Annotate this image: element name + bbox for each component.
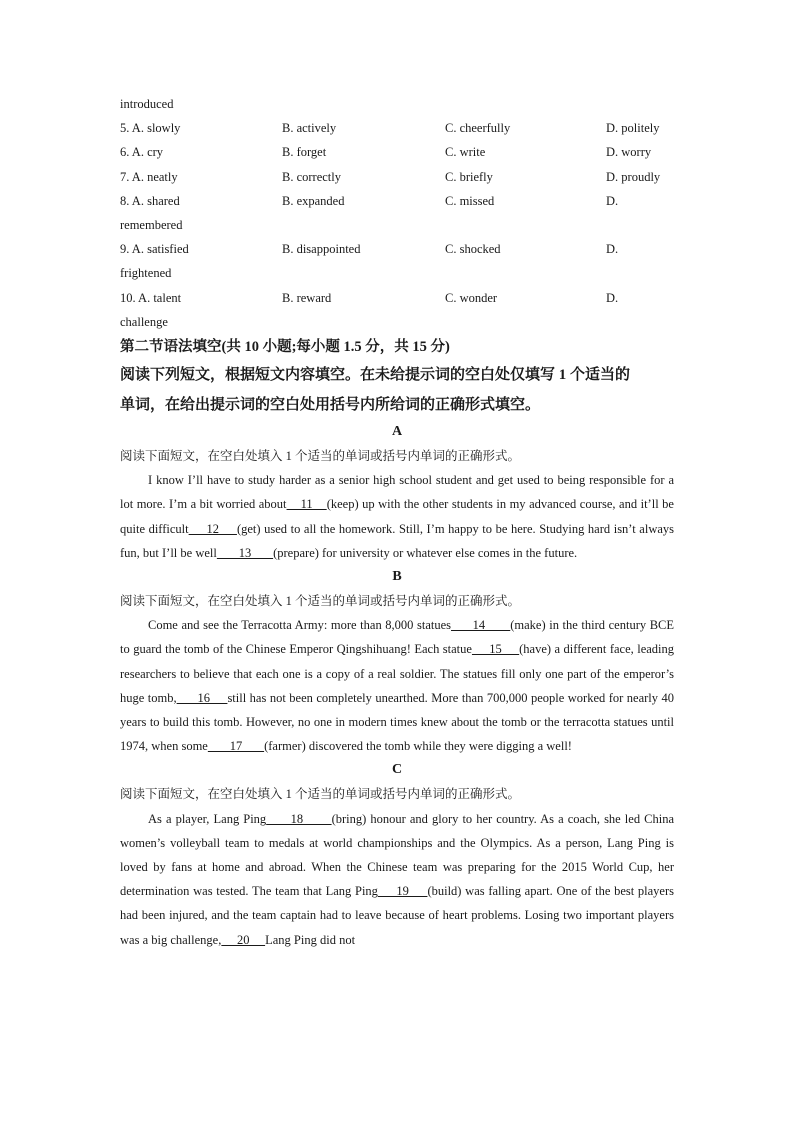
option-a: 5. A. slowly: [120, 121, 181, 136]
blank-13: 13: [216, 545, 274, 560]
option-a: 7. A. neatly: [120, 169, 178, 184]
option-b: B. disappointed: [282, 242, 361, 257]
option-c: C. cheerfully: [445, 121, 511, 136]
option-b: B. correctly: [282, 169, 342, 184]
option-wrap-introduced: introduced: [120, 97, 174, 111]
option-c: C. briefly: [445, 169, 493, 184]
option-row-5: [120, 116, 674, 140]
option-a: 9. A. satisfied: [120, 242, 189, 257]
passage-b-text: Come and see the Terracotta Army: more than 8,000 statues 14 (make) in the third century BCE to guard the tomb of the Chinese Emperor Qingshihuang! Each statue 15 (have) a different face, leading researchers to believe that each one is a copy of a real soldier. The statues fill only one part of the emperor’s huge tomb, 16 still has not been completely unearthed. More than 700,000 people worked for nearly 40 years to build this tomb. However, no one in modern times knew about the tomb or the terracotta statues until 1974, when some 17 (farmer) discovered the tomb while they were digging a well!: [120, 618, 675, 754]
blank-15: 15: [471, 642, 520, 657]
passage-c-text: As a player, Lang Ping 18 (bring) honour and glory to her country. As a coach, she led China women’s volleyball team to medals at world championships and the Olympics. As a person, Lang Ping is loved by fans at home and abroad. When the Chinese team was preparing for the 2015 World Cup, her determination was tested. The team that Lang Ping 19 (build) was falling apart. One of the best players had been injured, and the team captain had to leave because of heart problems. Losing two important players was a big challenge, 20 Lang Ping did not: [120, 811, 675, 947]
option-d: D.: [606, 242, 619, 257]
option-row-10: [120, 286, 674, 310]
blank-11: 11: [286, 497, 327, 512]
option-row-7: [120, 165, 674, 189]
blank-16: 16: [176, 690, 228, 705]
blank-19: 19: [377, 884, 428, 899]
option-b: B. reward: [282, 290, 332, 305]
blank-20: 20: [221, 932, 266, 947]
option-wrap: challenge: [120, 314, 168, 329]
option-d: D.: [606, 290, 619, 305]
passage-a-text: I know I’ll have to study harder as a senior high school student and get used to being responsible for a lot more. I’m a bit worried about 11 (keep) up with the other students in my advanced course, and it’ll be quite difficult 12 (get) used to all the homework. Still, I’m happy to be here. Studying hard isn’t always fun, but I’ll be well 13 (prepare) for university or whatever else comes in the future.: [120, 473, 675, 560]
option-c: C. wonder: [445, 290, 498, 305]
option-c: C. shocked: [445, 242, 501, 257]
option-a: 8. A. shared: [120, 193, 180, 208]
section-instruction: 阅读下列短文，根据短文内容填空。在未给提示词的空白处仅填写 1 个适当的: [120, 366, 631, 383]
option-row-8: [120, 189, 674, 213]
option-d: D. politely: [606, 121, 660, 136]
option-d: D. proudly: [606, 169, 661, 184]
option-a: 10. A. talent: [120, 290, 182, 305]
passage-instruction: 阅读下面短文，在空白处填入 1 个适当的单词或括号内单词的正确形式。: [120, 448, 521, 463]
option-b: B. actively: [282, 121, 337, 136]
option-b: B. forget: [282, 145, 327, 160]
blank-12: 12: [188, 521, 237, 536]
option-b: B. expanded: [282, 193, 345, 208]
option-wrap: remembered: [120, 217, 183, 232]
section-title: 第二节语法填空(共 10 小题;每小题 1.5 分，共 15 分): [120, 338, 450, 355]
passage-instruction: 阅读下面短文，在空白处填入 1 个适当的单词或括号内单词的正确形式。: [120, 787, 521, 802]
passage-label-b: B: [392, 568, 402, 584]
option-wrap: frightened: [120, 266, 172, 281]
blank-17: 17: [207, 739, 265, 754]
option-row-9: [120, 237, 674, 261]
passage-label-a: A: [391, 423, 403, 439]
blank-14: 14: [451, 618, 511, 633]
option-c: C. missed: [445, 193, 495, 208]
option-row-6: [120, 140, 674, 164]
option-d: D.: [606, 193, 619, 208]
option-d: D. worry: [606, 145, 652, 160]
blank-18: 18: [266, 811, 332, 826]
option-c: C. write: [445, 145, 486, 160]
section-instruction: 单词，在给出提示词的空白处用括号内所给词的正确形式填空。: [120, 396, 541, 413]
passage-label-c: C: [391, 762, 403, 778]
option-a: 6. A. cry: [120, 145, 164, 160]
passage-instruction: 阅读下面短文，在空白处填入 1 个适当的单词或括号内单词的正确形式。: [120, 593, 521, 608]
document-page: [120, 92, 674, 952]
